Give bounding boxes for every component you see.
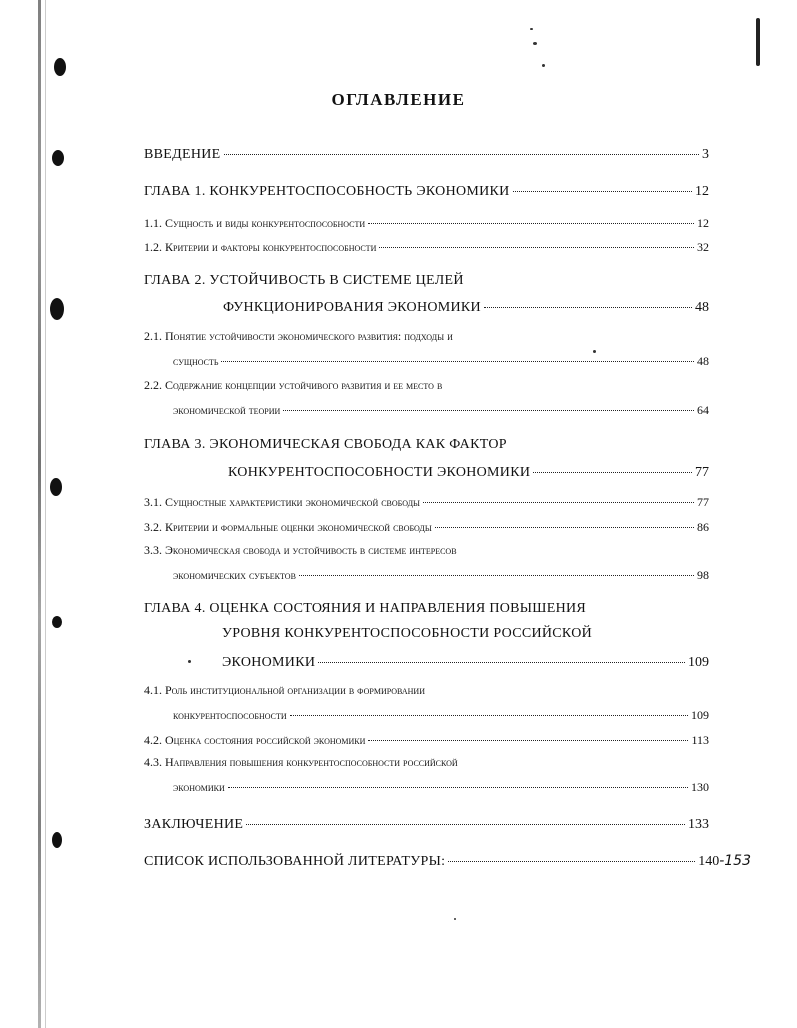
toc-page-number: 113 xyxy=(691,733,709,747)
toc-page-number: 109 xyxy=(688,655,709,670)
toc-entry-conclusion xyxy=(144,813,709,833)
toc-entry-label: КОНКУРЕНТОСПОСОБНОСТИ ЭКОНОМИКИ xyxy=(228,465,531,480)
toc-entry-label: 3.1. Сущностные характеристики экономической свободы xyxy=(144,495,421,509)
toc-entry-section-3-1 xyxy=(144,493,709,510)
toc-entry-section-3-2 xyxy=(144,518,709,535)
toc-page-number: 140 xyxy=(698,854,720,869)
toc-page-number: 109 xyxy=(691,708,709,722)
toc-entry-chapter-2 xyxy=(223,296,709,316)
dot-leader xyxy=(228,775,688,788)
scan-speck xyxy=(530,28,533,30)
punch-hole-mark xyxy=(52,616,62,628)
dot-leader xyxy=(368,728,688,741)
dot-leader xyxy=(290,703,688,716)
toc-page-number: 12 xyxy=(697,216,709,230)
toc-page-number: 64 xyxy=(697,403,709,417)
toc-entry-label: СПИСОК ИСПОЛЬЗОВАННОЙ ЛИТЕРАТУРЫ: xyxy=(144,854,446,869)
dot-leader xyxy=(484,293,692,308)
toc-entry-label: 3.2. Критерии и формальные оценки экономической свободы xyxy=(144,520,432,534)
toc-entry-label: экономической теории xyxy=(173,403,281,417)
toc-entry-label: конкурентоспособности xyxy=(173,708,287,722)
toc-entry-label: ЭКОНОМИКИ xyxy=(222,655,316,670)
page-title: ОГЛАВЛЕНИЕ xyxy=(331,90,466,109)
toc-entry-references xyxy=(144,850,751,870)
punch-hole-mark xyxy=(54,58,66,76)
scan-edge-line-thin xyxy=(45,0,46,1028)
toc-entry-chapter-1 xyxy=(144,180,709,200)
dot-leader xyxy=(533,458,692,473)
dot-leader xyxy=(368,211,694,224)
toc-entry-label: ГЛАВА 1. КОНКУРЕНТОСПОСОБНОСТЬ ЭКОНОМИКИ xyxy=(144,184,510,199)
scan-right-mark xyxy=(756,18,760,66)
toc-entry-chapter-4-line2: УРОВНЯ КОНКУРЕНТОСПОСОБНОСТИ РОССИЙСКОЙ xyxy=(222,626,593,641)
scan-speck xyxy=(533,42,537,45)
toc-entry-chapter-3-line1: ГЛАВА 3. ЭКОНОМИЧЕСКАЯ СВОБОДА КАК ФАКТОР xyxy=(144,437,507,452)
toc-page-number: 32 xyxy=(697,240,709,254)
dot-leader xyxy=(283,398,694,411)
toc-entry-section-4-3-line1: 4.3. Направления повышения конкурентоспособности российской xyxy=(144,755,458,769)
dot-leader xyxy=(448,847,695,862)
toc-entry-section-4-2 xyxy=(144,731,709,748)
dot-leader xyxy=(435,515,694,528)
toc-page-number: 133 xyxy=(688,817,709,832)
toc-entry-section-1-2 xyxy=(144,238,709,255)
dot-leader xyxy=(513,177,692,192)
toc-entry-label: 1.1. Сущность и виды конкурентоспособности xyxy=(144,216,366,230)
dot-leader xyxy=(246,810,685,825)
toc-page-number: 98 xyxy=(697,568,709,582)
toc-entry-label: сущность xyxy=(173,354,219,368)
toc-page-number: 77 xyxy=(695,465,709,480)
toc-page-number: 3 xyxy=(702,147,709,162)
toc-page-number: 130 xyxy=(691,780,709,794)
dot-leader xyxy=(224,140,699,155)
toc-entry-label: 1.2. Критерии и факторы конкурентоспособности xyxy=(144,240,377,254)
toc-entry-section-3-3-line1: 3.3. Экономическая свобода и устойчивость в системе интересов xyxy=(144,543,457,557)
toc-entry-label: ВВЕДЕНИЕ xyxy=(144,147,221,162)
dot-leader xyxy=(221,349,694,362)
scan-speck xyxy=(188,660,191,663)
toc-entry-section-1-1 xyxy=(144,214,709,231)
scan-speck xyxy=(454,918,456,920)
dot-leader xyxy=(318,648,685,663)
toc-entry-label: ЗАКЛЮЧЕНИЕ xyxy=(144,817,244,832)
toc-entry-section-2-2-line1: 2.2. Содержание концепции устойчивого развития и ее место в xyxy=(144,378,443,392)
punch-hole-mark xyxy=(50,298,64,320)
scan-edge-line xyxy=(38,0,41,1028)
toc-entry-section-4-1-line1: 4.1. Роль институциональной организации в формировании xyxy=(144,683,425,697)
toc-page-number: 86 xyxy=(697,520,709,534)
punch-hole-mark xyxy=(50,478,62,496)
toc-entry-section-2-2 xyxy=(173,401,709,418)
toc-page-number: 48 xyxy=(695,300,709,315)
toc-entry-label: экономики xyxy=(173,780,225,794)
punch-hole-mark xyxy=(52,150,64,166)
toc-entry-chapter-3 xyxy=(228,461,709,481)
dot-leader xyxy=(423,490,694,503)
handwritten-page-range: -153 xyxy=(719,853,751,869)
toc-entry-chapter-2-line1: ГЛАВА 2. УСТОЙЧИВОСТЬ В СИСТЕМЕ ЦЕЛЕЙ xyxy=(144,273,464,288)
toc-page-number: 48 xyxy=(697,354,709,368)
toc-entry-section-2-1 xyxy=(173,352,709,369)
toc-entry-section-2-1-line1: 2.1. Понятие устойчивости экономического развития: подходы и xyxy=(144,329,453,343)
toc-page-number: 12 xyxy=(695,184,709,199)
toc-entry-section-4-1 xyxy=(173,706,709,723)
toc-entry-label: 4.2. Оценка состояния российской экономики xyxy=(144,733,366,747)
punch-hole-mark xyxy=(52,832,62,848)
toc-entry-section-3-3 xyxy=(173,566,709,583)
toc-entry-chapter-4 xyxy=(222,651,709,671)
toc-entry-label: экономических субъектов xyxy=(173,568,296,582)
toc-entry-intro xyxy=(144,143,709,163)
toc-entry-label: ФУНКЦИОНИРОВАНИЯ ЭКОНОМИКИ xyxy=(223,300,481,315)
scan-speck xyxy=(542,64,545,67)
dot-leader xyxy=(379,235,694,248)
toc-entry-chapter-4-line1: ГЛАВА 4. ОЦЕНКА СОСТОЯНИЯ И НАПРАВЛЕНИЯ ПОВЫШЕНИЯ xyxy=(144,601,587,616)
toc-entry-section-4-3 xyxy=(173,778,709,795)
dot-leader xyxy=(299,563,694,576)
toc-page-number: 77 xyxy=(697,495,709,509)
